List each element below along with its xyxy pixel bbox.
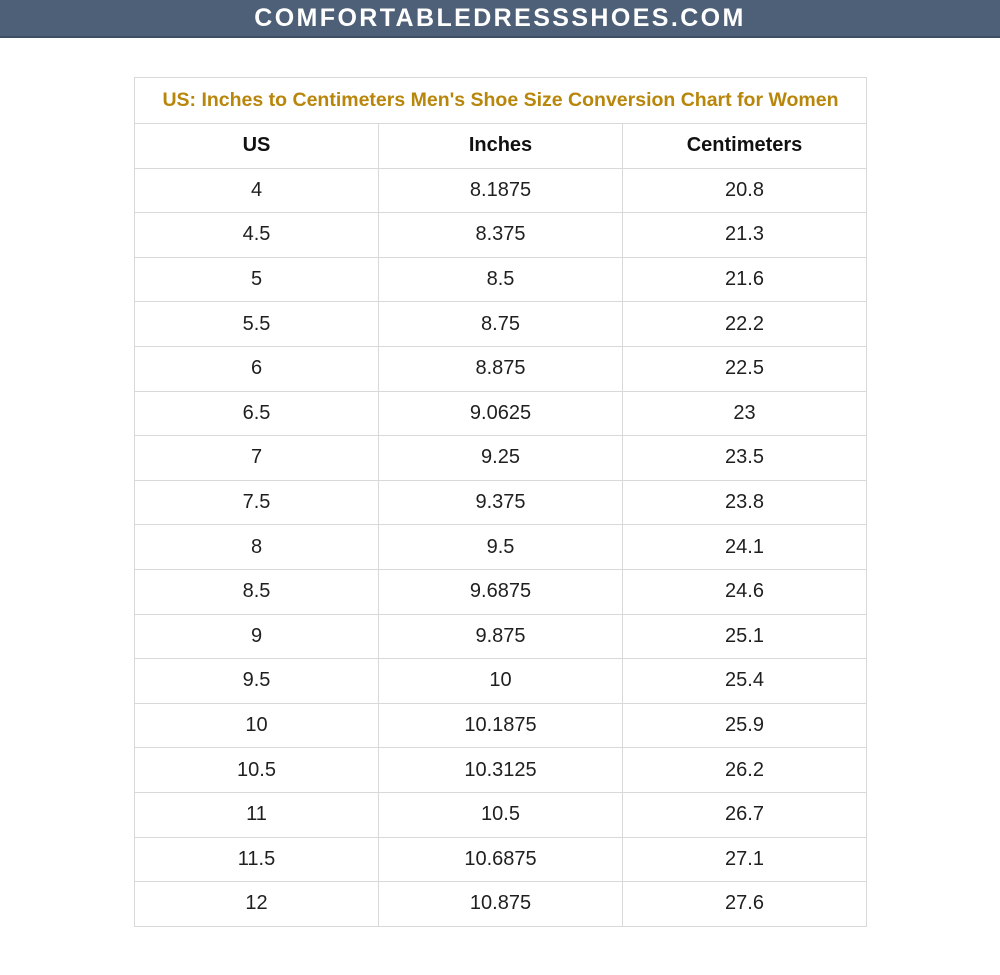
cell-centimeters: 27.1 <box>623 837 867 882</box>
table-row <box>135 792 867 837</box>
cell-centimeters: 22.2 <box>623 302 867 347</box>
cell-inches: 10.5 <box>379 792 623 837</box>
cell-inches: 9.6875 <box>379 569 623 614</box>
cell-inches: 9.25 <box>379 436 623 481</box>
cell-us: 7 <box>135 436 379 481</box>
table-row <box>135 480 867 525</box>
cell-centimeters: 25.4 <box>623 659 867 704</box>
table-row <box>135 257 867 302</box>
cell-centimeters: 23.5 <box>623 436 867 481</box>
table-row <box>135 882 867 927</box>
cell-centimeters: 25.1 <box>623 614 867 659</box>
header-us: US <box>135 124 379 169</box>
table-body <box>135 168 867 926</box>
cell-us: 4.5 <box>135 213 379 258</box>
cell-centimeters: 24.6 <box>623 569 867 614</box>
table-row <box>135 213 867 258</box>
table-row <box>135 837 867 882</box>
cell-inches: 8.375 <box>379 213 623 258</box>
cell-us: 12 <box>135 882 379 927</box>
cell-inches: 10.6875 <box>379 837 623 882</box>
cell-centimeters: 27.6 <box>623 882 867 927</box>
cell-us: 9 <box>135 614 379 659</box>
cell-inches: 8.5 <box>379 257 623 302</box>
table-row <box>135 391 867 436</box>
cell-inches: 9.375 <box>379 480 623 525</box>
conversion-chart <box>134 77 866 927</box>
cell-centimeters: 26.7 <box>623 792 867 837</box>
cell-inches: 8.875 <box>379 346 623 391</box>
cell-us: 6 <box>135 346 379 391</box>
cell-inches: 10 <box>379 659 623 704</box>
cell-inches: 8.1875 <box>379 168 623 213</box>
title-row <box>135 78 867 124</box>
header-centimeters: Centimeters <box>623 124 867 169</box>
cell-us: 4 <box>135 168 379 213</box>
cell-us: 6.5 <box>135 391 379 436</box>
size-table <box>134 77 867 927</box>
cell-centimeters: 23 <box>623 391 867 436</box>
table-row <box>135 436 867 481</box>
cell-us: 8.5 <box>135 569 379 614</box>
cell-centimeters: 22.5 <box>623 346 867 391</box>
cell-inches: 9.0625 <box>379 391 623 436</box>
cell-centimeters: 25.9 <box>623 703 867 748</box>
header-row <box>135 124 867 169</box>
cell-centimeters: 26.2 <box>623 748 867 793</box>
cell-us: 7.5 <box>135 480 379 525</box>
cell-us: 8 <box>135 525 379 570</box>
cell-inches: 10.1875 <box>379 703 623 748</box>
cell-inches: 9.5 <box>379 525 623 570</box>
header-inches: Inches <box>379 124 623 169</box>
cell-us: 9.5 <box>135 659 379 704</box>
table-row <box>135 748 867 793</box>
cell-us: 10 <box>135 703 379 748</box>
table-row <box>135 525 867 570</box>
table-row <box>135 659 867 704</box>
cell-centimeters: 20.8 <box>623 168 867 213</box>
table-row <box>135 703 867 748</box>
table-row <box>135 614 867 659</box>
cell-inches: 9.875 <box>379 614 623 659</box>
cell-us: 5.5 <box>135 302 379 347</box>
cell-inches: 10.3125 <box>379 748 623 793</box>
chart-title: US: Inches to Centimeters Men's Shoe Size Conversion Chart for Women <box>135 78 867 124</box>
cell-inches: 10.875 <box>379 882 623 927</box>
table-row <box>135 302 867 347</box>
cell-centimeters: 21.3 <box>623 213 867 258</box>
cell-us: 11 <box>135 792 379 837</box>
table-row <box>135 168 867 213</box>
cell-us: 10.5 <box>135 748 379 793</box>
cell-centimeters: 24.1 <box>623 525 867 570</box>
site-name: COMFORTABLEDRESSSHOES.COM <box>254 3 746 32</box>
cell-centimeters: 23.8 <box>623 480 867 525</box>
cell-us: 5 <box>135 257 379 302</box>
table-row <box>135 569 867 614</box>
cell-inches: 8.75 <box>379 302 623 347</box>
cell-centimeters: 21.6 <box>623 257 867 302</box>
table-row <box>135 346 867 391</box>
cell-us: 11.5 <box>135 837 379 882</box>
site-banner <box>0 0 1000 38</box>
